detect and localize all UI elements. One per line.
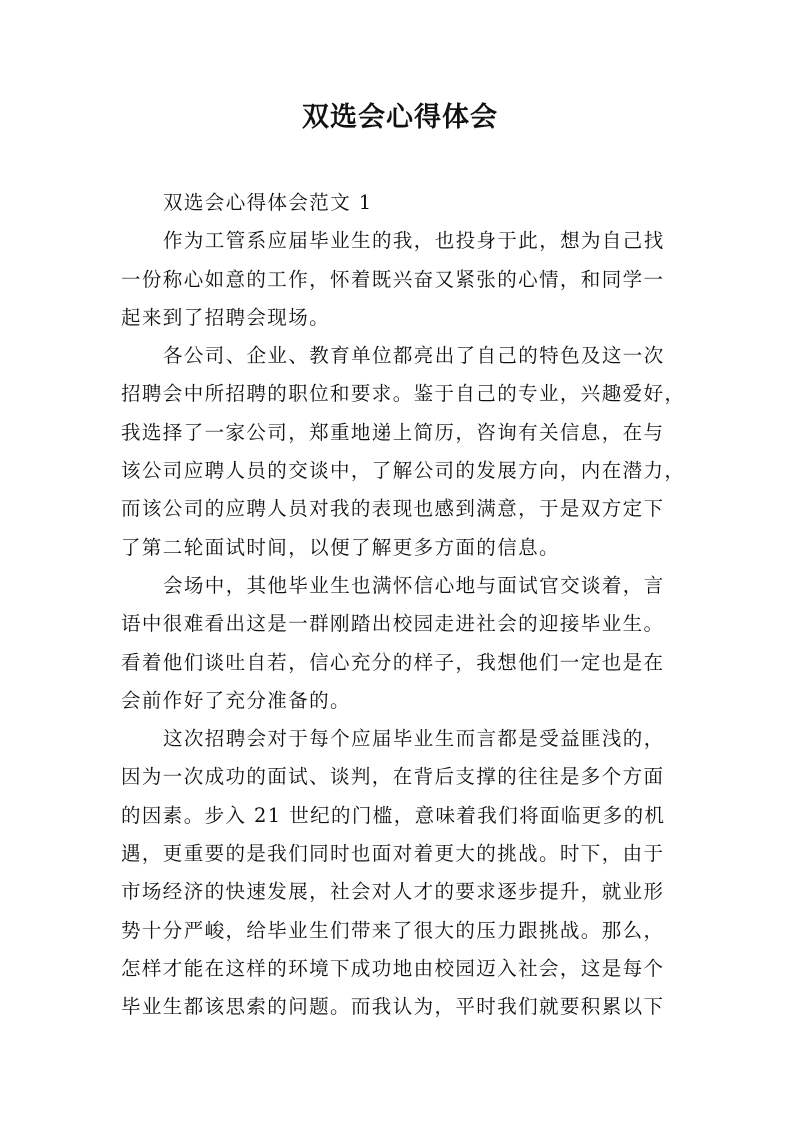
body-text-line: 会场中，其他毕业生也满怀信心地与面试官交谈着，言 <box>163 573 665 597</box>
body-text-line: 我选择了一家公司，郑重地递上简历，咨询有关信息，在与 <box>121 420 665 444</box>
body-text-line: 因为一次成功的面试、谈判，在背后支撑的往往是多个方面 <box>121 765 665 789</box>
body-text-line: 语中很难看出这是一群刚踏出校园走进社会的迎接毕业生。 <box>121 612 665 636</box>
body-text-line: 看着他们谈吐自若，信心充分的样子，我想他们一定也是在 <box>121 650 665 674</box>
body-text-line: 了第二轮面试时间，以便了解更多方面的信息。 <box>121 535 560 559</box>
body-text-line: 起来到了招聘会现场。 <box>121 305 331 329</box>
body-text-line: 作为工管系应届毕业生的我，也投身于此，想为自己找 <box>163 229 665 253</box>
body-text-line: 这次招聘会对于每个应届毕业生而言都是受益匪浅的， <box>163 727 665 751</box>
body-text-line: 一份称心如意的工作，怀着既兴奋又紧张的心情，和同学一 <box>121 267 665 291</box>
body-text-line: 各公司、企业、教育单位都亮出了自己的特色及这一次 <box>163 344 665 368</box>
body-text-line: 遇，更重要的是我们同时也面对着更大的挑战。时下，由于 <box>121 842 665 866</box>
body-text-line: 招聘会中所招聘的职位和要求。鉴于自己的专业，兴趣爱好， <box>121 382 686 406</box>
body-text-line: 毕业生都该思索的问题。而我认为，平时我们就要积累以下 <box>121 995 665 1019</box>
body-text-line: 怎样才能在这样的环境下成功地由校园迈入社会，这是每个 <box>121 956 665 980</box>
body-text-line: 双选会心得体会范文 1 <box>163 191 373 214</box>
body-text-line: 而该公司的应聘人员对我的表现也感到满意，于是双方定下 <box>121 497 665 521</box>
document-body <box>121 184 687 1027</box>
body-text-line: 的因素。步入 21 世纪的门槛，意味着我们将面临更多的机 <box>121 803 666 827</box>
page-title: 双选会心得体会 <box>302 102 498 133</box>
body-text-line: 市场经济的快速发展，社会对人才的要求逐步提升，就业形 <box>121 880 665 904</box>
body-text-line: 该公司应聘人员的交谈中，了解公司的发展方向，内在潜力， <box>121 459 686 483</box>
body-text-line: 势十分严峻，给毕业生们带来了很大的压力跟挑战。那么， <box>121 918 665 942</box>
body-text-line: 会前作好了充分准备的。 <box>121 688 351 712</box>
